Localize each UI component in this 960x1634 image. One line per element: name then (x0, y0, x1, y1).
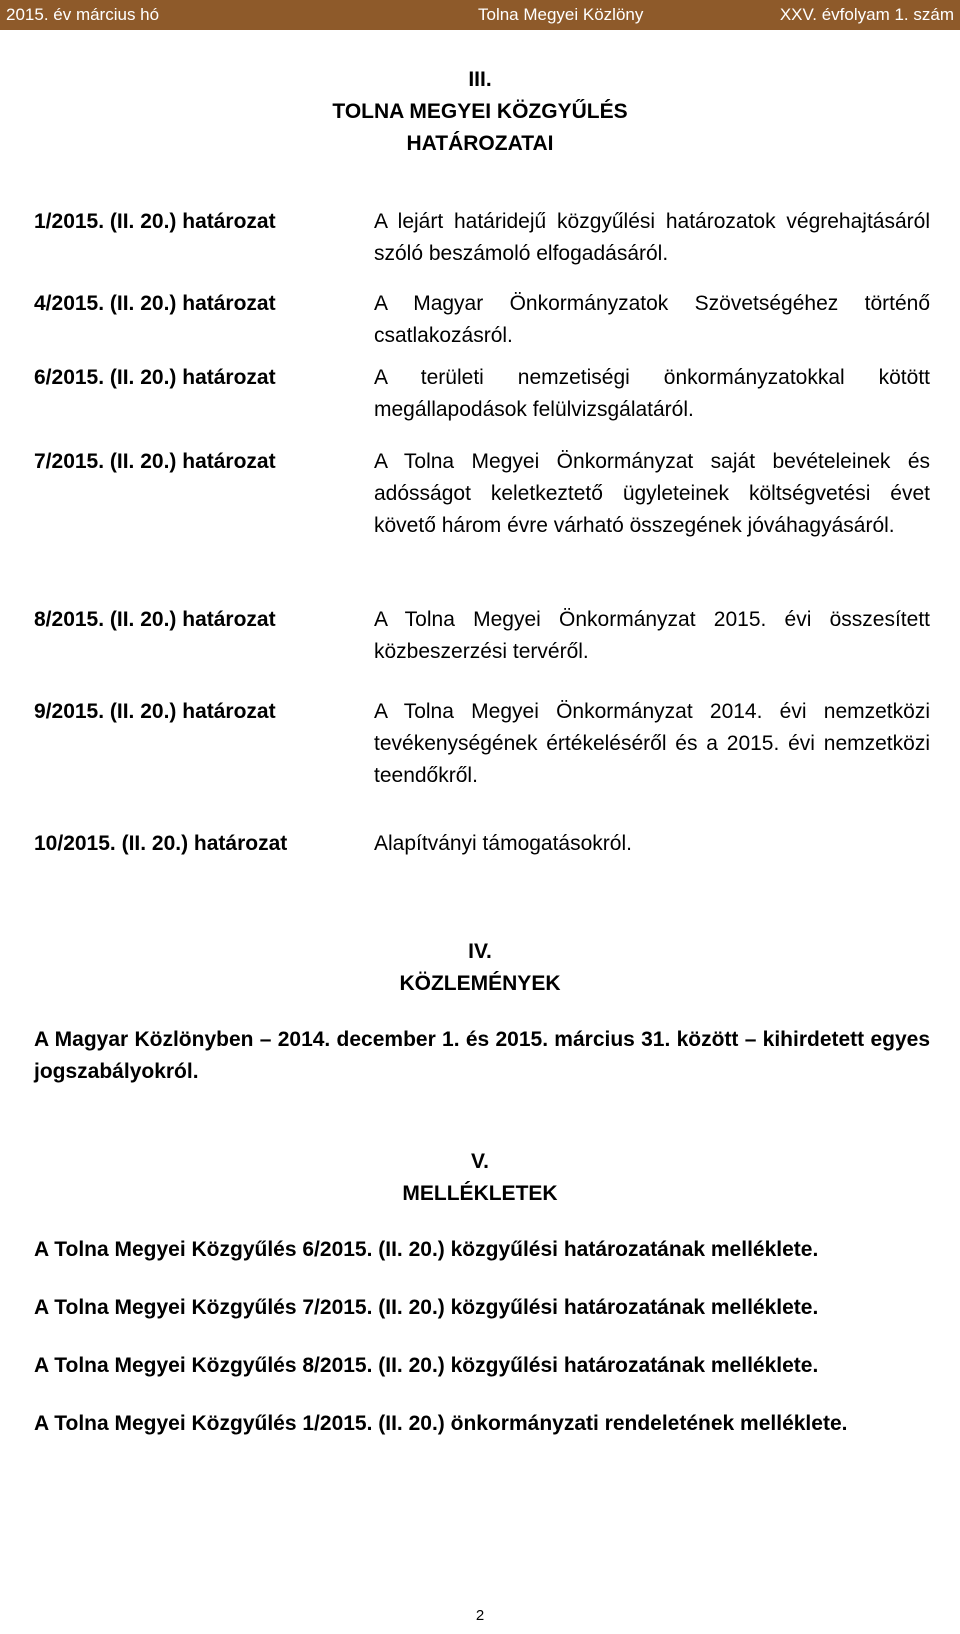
annex-item: A Tolna Megyei Közgyűlés 1/2015. (II. 20.) önkormányzati rendeletének melléklete. (34, 1412, 848, 1435)
resolution-label: 9/2015. (II. 20.) határozat (34, 700, 276, 723)
annex-item: A Tolna Megyei Közgyűlés 8/2015. (II. 20.) közgyűlési határozatának melléklete. (34, 1354, 819, 1377)
resolution-description: A Magyar Önkormányzatok Szövetségéhez történő csatlakozásról. (374, 292, 930, 347)
resolution-description: Alapítványi támogatásokról. (374, 832, 632, 855)
section-iv-number: IV. (468, 940, 492, 963)
resolution-label: 6/2015. (II. 20.) határozat (34, 366, 276, 389)
section-v-number: V. (471, 1150, 489, 1173)
resolution-description: A lejárt határidejű közgyűlési határozatok végrehajtásáról szóló beszámoló elfogadásáról. (374, 210, 930, 265)
section-iv-title: KÖZLEMÉNYEK (399, 972, 561, 995)
page-header (0, 0, 960, 30)
resolution-description: A Tolna Megyei Önkormányzat saját bevételeinek és adósságot keletkeztető ügyleteinek költségvetési évet követő három évre várható összegének jóváhagyásáról. (374, 450, 930, 537)
resolution-description: A Tolna Megyei Önkormányzat 2015. évi összesített közbeszerzési tervéről. (374, 608, 930, 663)
header-date: 2015. év március hó (6, 5, 160, 24)
resolution-description: A területi nemzetiségi önkormányzatokkal kötött megállapodások felülvizsgálatáról. (374, 366, 930, 421)
annex-item: A Tolna Megyei Közgyűlés 6/2015. (II. 20.) közgyűlési határozatának melléklete. (34, 1238, 819, 1261)
announcement-text: A Magyar Közlönyben – 2014. december 1. és 2015. március 31. között – kihirdetett egyes jogszabályokról. (34, 1028, 930, 1083)
resolution-label: 1/2015. (II. 20.) határozat (34, 210, 276, 233)
section-iii-title-line1: TOLNA MEGYEI KÖZGYŰLÉS (332, 100, 628, 123)
resolution-label: 7/2015. (II. 20.) határozat (34, 450, 276, 473)
resolution-description: A Tolna Megyei Önkormányzat 2014. évi nemzetközi tevékenységének értékeléséről és a 2015. évi nemzetközi teendőkről. (374, 700, 930, 787)
header-volume: XXV. évfolyam 1. szám (779, 5, 954, 24)
section-iii-number: III. (468, 68, 492, 91)
resolution-label: 8/2015. (II. 20.) határozat (34, 608, 276, 631)
page-number: 2 (475, 1607, 485, 1624)
resolution-label: 4/2015. (II. 20.) határozat (34, 292, 276, 315)
resolution-label: 10/2015. (II. 20.) határozat (34, 832, 288, 855)
section-v-title: MELLÉKLETEK (402, 1182, 558, 1205)
annex-item: A Tolna Megyei Közgyűlés 7/2015. (II. 20.) közgyűlési határozatának melléklete. (34, 1296, 819, 1319)
header-publication: Tolna Megyei Közlöny (478, 5, 644, 24)
section-iii-title-line2: HATÁROZATAI (406, 132, 554, 155)
